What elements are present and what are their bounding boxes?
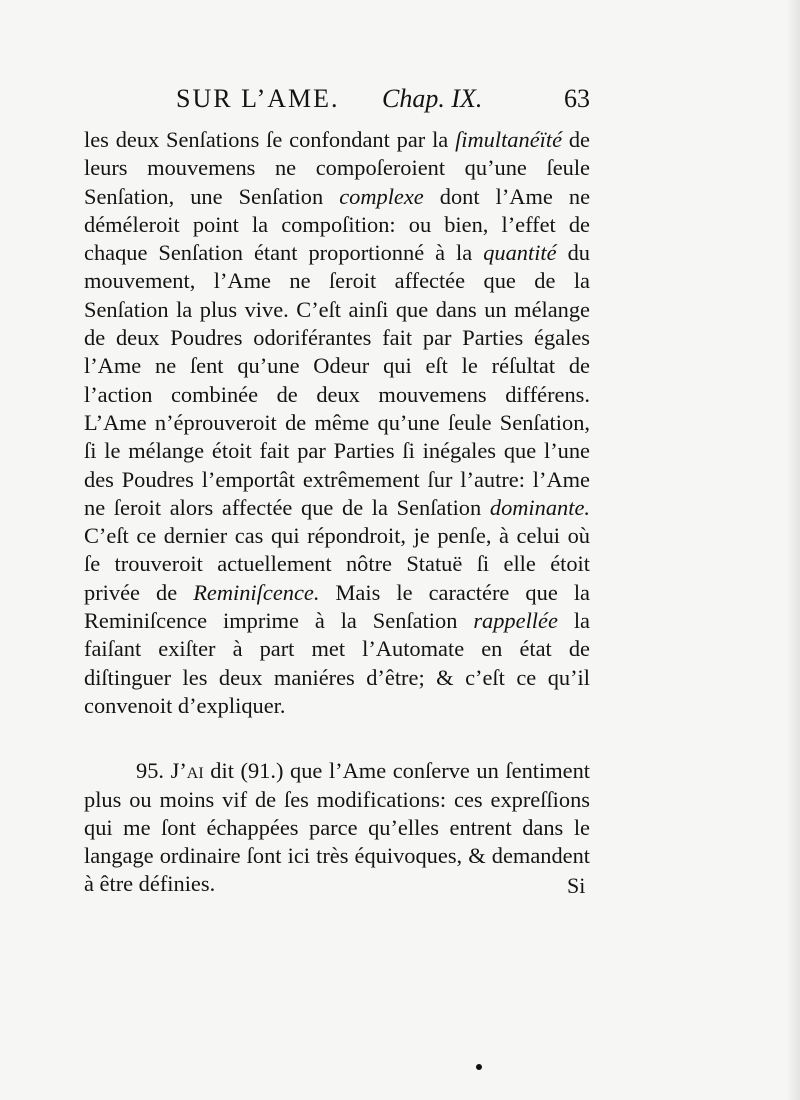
italic-term: complexe — [339, 183, 424, 209]
paragraph-2 — [84, 757, 590, 898]
text-run: dit (91.) que l’Ame conſerve un ſentiment plus ou moins vif de ſes modifications: ces expreſſions qui me ſont échappées parce qu’elles entrent dans le langage ordinaire ſont ici très équivoques, & demandent à être définies. — [84, 758, 590, 897]
italic-term: quantité — [483, 240, 557, 266]
paragraph-number: 95. — [136, 758, 164, 784]
italic-term: ſimultanéïté — [455, 127, 563, 152]
running-title: SUR L’AME. — [176, 84, 340, 113]
text-run: la faiſant exiſter à part met l’Automate en état de diſtinguer les deux maniéres d’être; & c’eſt ce qu’il convenoit d’expliquer. — [84, 608, 590, 718]
catchword: Si — [567, 873, 586, 898]
text-run: du mouvement, l’Ame ne ſeroit affectée que de la Senſation la plus vive. C’eſt ainſi que dans un mélange de deux Poudres odoriférantes fait par Parties égales l’Ame ne ſent qu’une Odeur qui eſt le réſultat de l’action combinée de deux mouvemens différens. L’Ame n’éprouveroit de même qu’une ſeule Senſation, ſi le mélange étoit fait par Parties ſi inégales que l’une des Poudres l’emportât extrêmement ſur l’autre: l’Ame ne ſeroit alors affectée que de la Senſation — [84, 240, 590, 520]
text-run: dont l’Ame ne déméleroit point la compoſition: ou bien, l’effet de chaque Senſation étant proportionné à la — [84, 183, 591, 266]
text-run: les deux Senſations ſe confondant par la — [84, 127, 456, 152]
page-number: 63 — [564, 84, 590, 113]
body-text — [84, 126, 590, 899]
ink-dot — [476, 1064, 482, 1070]
text-run: Mais le caractére que la Reminiſcence imprime à la Senſation — [84, 579, 590, 634]
italic-term: dominante. — [489, 494, 590, 520]
chapter-label: Chap. IX. — [382, 84, 483, 113]
paragraph-lead-word: J’ai — [170, 758, 204, 784]
page-header — [176, 84, 596, 124]
page-edge-shadow — [786, 0, 800, 1100]
italic-term: rappellée — [473, 608, 558, 634]
paragraph-1 — [84, 126, 590, 720]
text-run: de leurs mouvemens ne compoſeroient qu’une ſeule Senſation, une Senſation — [84, 127, 590, 209]
italic-term: Reminiſcence. — [193, 579, 320, 605]
text-run: C’eſt ce dernier cas qui répondroit, je penſe, à celui où ſe trouveroit actuellement nôtre Statuë ſi elle étoit privée de — [84, 523, 590, 605]
